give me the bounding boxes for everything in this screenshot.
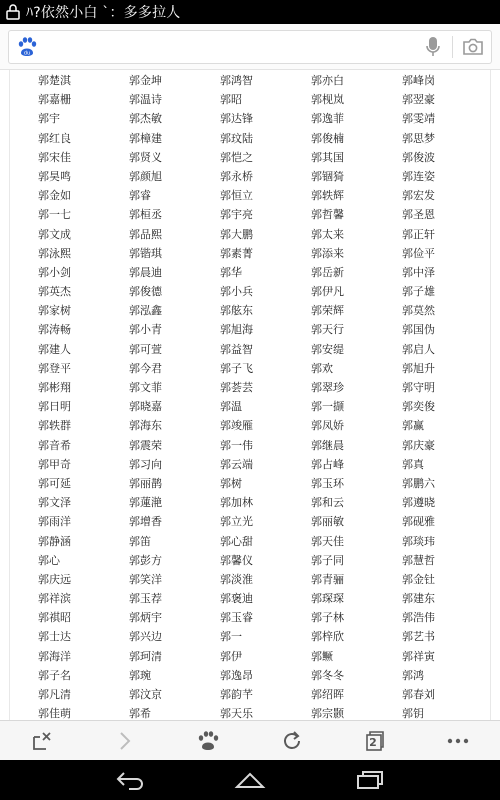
name-item: 郭竣雁 [220, 419, 253, 433]
name-item: 郭日明 [38, 400, 71, 414]
name-item: 郭笑洋 [129, 572, 162, 586]
name-item: 郭笛 [129, 534, 151, 548]
name-item: 郭梓欣 [311, 630, 344, 644]
name-item: 郭峰岗 [402, 74, 435, 87]
name-item: 郭心 [38, 553, 60, 567]
name-item: 郭钥 [402, 707, 424, 721]
name-item: 郭正轩 [402, 227, 435, 241]
name-item: 郭赢 [402, 419, 424, 433]
name-item: 郭玟陆 [220, 131, 253, 145]
name-item: 郭青骊 [311, 572, 344, 586]
name-item: 郭琛琛 [311, 592, 344, 606]
name-item: 郭永桥 [220, 169, 253, 183]
browser-toolbar [0, 720, 500, 760]
name-item: 郭宇亮 [220, 208, 253, 222]
name-item: 郭宏发 [402, 189, 435, 203]
name-item: 郭绍晖 [311, 688, 344, 701]
name-item: 郭文成 [38, 227, 71, 241]
name-item: 郭庆远 [38, 572, 71, 586]
name-item: 郭旭海 [220, 323, 253, 337]
name-item: 郭嘉栅 [38, 93, 71, 107]
name-item: 郭晓嘉 [129, 400, 162, 414]
name-item: 郭锴琪 [129, 246, 162, 260]
name-item: 郭遵晓 [402, 496, 435, 510]
name-item: 郭恒立 [220, 189, 253, 203]
name-item: 郭静涵 [38, 534, 71, 548]
name-item: 郭馨仪 [220, 553, 253, 567]
name-item: 郭宇 [38, 112, 60, 126]
name-item: 郭树 [220, 476, 242, 490]
name-item: 郭楚淇 [38, 74, 71, 87]
recent-apps-icon[interactable] [340, 760, 400, 800]
name-item: 郭祥滨 [38, 592, 71, 606]
name-item: 郭彬翔 [38, 381, 71, 394]
name-item: 郭云端 [220, 457, 253, 471]
name-item: 郭逸昂 [220, 668, 253, 682]
name-item: 郭冬冬 [311, 668, 344, 682]
notification-title: ﾊ?依然小白 `：多多拉人 [26, 5, 181, 21]
name-item: 郭国伪 [402, 323, 435, 337]
name-item: 郭素菁 [220, 246, 253, 260]
name-item: 郭小青 [129, 323, 162, 337]
name-item: 郭浩伟 [402, 611, 435, 625]
name-item: 郭连姿 [402, 169, 435, 183]
name-item: 郭小剑 [38, 265, 71, 279]
name-item: 郭颜旭 [129, 169, 162, 183]
name-item: 郭甲奇 [38, 457, 71, 471]
name-item: 郭金钍 [402, 572, 435, 586]
name-item: 郭泓鑫 [129, 304, 162, 318]
name-item: 郭凡清 [38, 688, 71, 701]
name-item: 郭晨迪 [129, 265, 162, 279]
name-item: 郭鳜 [311, 649, 333, 663]
name-item: 郭杰敏 [129, 112, 162, 126]
name-item: 郭舷东 [220, 304, 253, 318]
name-item: 郭占峰 [311, 457, 344, 471]
name-item: 郭今君 [129, 361, 162, 375]
name-item: 郭锢猗 [311, 169, 344, 183]
svg-text:du: du [23, 50, 31, 56]
name-item: 郭伊凡 [311, 285, 344, 299]
name-item: 郭翌豪 [402, 93, 435, 107]
name-item: 郭子雄 [402, 285, 435, 299]
name-item: 郭可延 [38, 476, 71, 490]
name-item: 郭鹏六 [402, 476, 435, 490]
name-item: 郭旭升 [402, 361, 435, 375]
name-item: 郭达锋 [220, 112, 253, 126]
name-item: 郭习向 [129, 457, 162, 471]
search-input[interactable] [47, 33, 422, 61]
search-box[interactable] [8, 30, 492, 64]
name-item: 郭丽鹊 [129, 476, 162, 490]
name-item: 郭立光 [220, 515, 253, 529]
name-item: 郭天乐 [220, 707, 253, 721]
name-item: 郭琬 [129, 668, 151, 682]
name-item: 郭贤义 [129, 150, 162, 164]
name-item: 郭伊 [220, 649, 242, 663]
name-item: 郭建人 [38, 342, 71, 356]
name-item: 郭砚雅 [402, 515, 435, 529]
name-item: 郭太来 [311, 227, 344, 241]
paw-icon[interactable] [188, 721, 228, 761]
name-item: 郭轶辉 [311, 189, 344, 203]
baidu-paw-icon[interactable] [15, 35, 39, 59]
name-item: 郭中泽 [402, 265, 435, 279]
search-bar [0, 24, 500, 70]
name-item: 郭恺之 [220, 150, 253, 164]
name-list [38, 71, 493, 781]
forward-arrow-icon[interactable] [105, 721, 145, 761]
name-item: 郭一 [220, 630, 242, 644]
name-item: 郭荟芸 [220, 381, 253, 394]
name-item: 郭守明 [402, 381, 435, 394]
name-item: 郭玉环 [311, 476, 344, 490]
name-item: 郭继晨 [311, 438, 344, 452]
refresh-icon[interactable] [272, 721, 312, 761]
name-item: 郭亦白 [311, 74, 344, 87]
name-item: 郭慧哲 [402, 553, 435, 567]
name-item: 郭轶群 [38, 419, 71, 433]
name-item: 郭益智 [220, 342, 253, 356]
name-item: 郭家树 [38, 304, 71, 318]
left-border-line [9, 70, 10, 720]
name-item: 郭荣辉 [311, 304, 344, 318]
name-item: 郭褒迪 [220, 592, 253, 606]
search-divider [452, 36, 453, 58]
name-item: 郭汶京 [129, 688, 162, 701]
name-item: 郭天行 [311, 323, 344, 337]
name-item: 郭文泽 [38, 496, 71, 510]
name-item: 郭庆豪 [402, 438, 435, 452]
name-item: 郭增香 [129, 515, 162, 529]
name-item: 郭丽敏 [311, 515, 344, 529]
name-item: 郭祥寅 [402, 649, 435, 663]
microphone-icon[interactable] [422, 34, 444, 60]
name-item: 郭炳宇 [129, 611, 162, 625]
name-item: 郭温 [220, 400, 242, 414]
name-item: 郭奕俊 [402, 400, 435, 414]
name-item: 郭泳熙 [38, 246, 71, 260]
name-item: 郭一七 [38, 208, 71, 222]
name-item: 郭文菲 [129, 381, 162, 394]
name-item: 郭淡淮 [220, 572, 253, 586]
tabs-button[interactable] [355, 721, 395, 761]
camera-icon[interactable] [461, 35, 485, 59]
name-item: 郭圣恩 [402, 208, 435, 222]
name-item: 郭珂清 [129, 649, 162, 663]
name-item: 郭凤娇 [311, 419, 344, 433]
name-item: 郭心甜 [220, 534, 253, 548]
name-item: 郭其国 [311, 150, 344, 164]
name-item: 郭添来 [311, 246, 344, 260]
name-item: 郭海东 [129, 419, 162, 433]
name-item: 郭哲馨 [311, 208, 344, 222]
name-item: 郭加林 [220, 496, 253, 510]
name-item: 郭真 [402, 457, 424, 471]
name-item: 郭金如 [38, 189, 71, 203]
name-item: 郭子林 [311, 611, 344, 625]
name-item: 郭鸿智 [220, 74, 253, 87]
name-item: 郭子同 [311, 553, 344, 567]
android-nav-bar [0, 760, 500, 800]
name-item: 郭登平 [38, 361, 71, 375]
name-item: 郭红良 [38, 131, 71, 145]
name-item: 郭韵芊 [220, 688, 253, 701]
name-item: 郭温诗 [129, 93, 162, 107]
name-item: 郭希 [129, 707, 151, 721]
name-item: 郭思梦 [402, 131, 435, 145]
name-item: 郭玉荐 [129, 592, 162, 606]
name-item: 郭建东 [402, 592, 435, 606]
more-icon[interactable] [438, 721, 478, 761]
name-item: 郭莫然 [402, 304, 435, 318]
name-item: 郭士达 [38, 630, 71, 644]
name-item: 郭子飞 [220, 361, 253, 375]
name-item: 郭昭 [220, 93, 242, 107]
name-item: 郭樟建 [129, 131, 162, 145]
name-item: 郭琰玮 [402, 534, 435, 548]
name-item: 郭桓丞 [129, 208, 162, 222]
tab-count: 2 [369, 735, 377, 749]
name-item: 郭安缇 [311, 342, 344, 356]
name-item: 郭雯靖 [402, 112, 435, 126]
name-item: 郭震荣 [129, 438, 162, 452]
name-item: 郭大鹏 [220, 227, 253, 241]
name-item: 郭涛畅 [38, 323, 71, 337]
name-item: 郭华 [220, 265, 242, 279]
name-item: 郭英杰 [38, 285, 71, 299]
name-item: 郭欢 [311, 361, 333, 375]
name-item: 郭俭平 [402, 246, 435, 260]
name-item: 郭天佳 [311, 534, 344, 548]
name-item: 郭昊鸣 [38, 169, 71, 183]
name-item: 郭玉睿 [220, 611, 253, 625]
name-item: 郭春刘 [402, 688, 435, 701]
name-item: 郭枧岚 [311, 93, 344, 107]
name-item: 郭品熙 [129, 227, 162, 241]
status-bar [0, 0, 500, 24]
name-item: 郭彭方 [129, 553, 162, 567]
back-icon[interactable] [100, 760, 160, 800]
name-item: 郭雨洋 [38, 515, 71, 529]
name-item: 郭宋佳 [38, 150, 71, 164]
name-item: 郭翠珍 [311, 381, 344, 394]
close-tab-icon[interactable] [22, 721, 62, 761]
name-item: 郭启人 [402, 342, 435, 356]
name-item: 郭蓮滟 [129, 496, 162, 510]
name-item: 郭俊楠 [311, 131, 344, 145]
name-item: 郭和云 [311, 496, 344, 510]
name-item: 郭兴边 [129, 630, 162, 644]
home-icon[interactable] [220, 760, 280, 800]
name-item: 郭海洋 [38, 649, 71, 663]
name-item: 郭艺书 [402, 630, 435, 644]
lock-notification-icon [4, 3, 22, 21]
name-item: 郭金坤 [129, 74, 162, 87]
name-item: 郭宗颢 [311, 707, 344, 721]
name-item: 郭俊德 [129, 285, 162, 299]
name-item: 郭睿 [129, 189, 151, 203]
page-content[interactable] [0, 70, 500, 720]
name-item: 郭岳新 [311, 265, 344, 279]
name-item: 郭一伟 [220, 438, 253, 452]
name-item: 郭祺昭 [38, 611, 71, 625]
name-item: 郭鸿 [402, 668, 424, 682]
name-item: 郭音希 [38, 438, 71, 452]
name-item: 郭子名 [38, 668, 71, 682]
name-item: 郭可萱 [129, 342, 162, 356]
name-item: 郭俊波 [402, 150, 435, 164]
name-item: 郭佳萌 [38, 707, 71, 721]
name-item: 郭逸菲 [311, 112, 344, 126]
name-item: 郭一撷 [311, 400, 344, 414]
name-item: 郭小兵 [220, 285, 253, 299]
